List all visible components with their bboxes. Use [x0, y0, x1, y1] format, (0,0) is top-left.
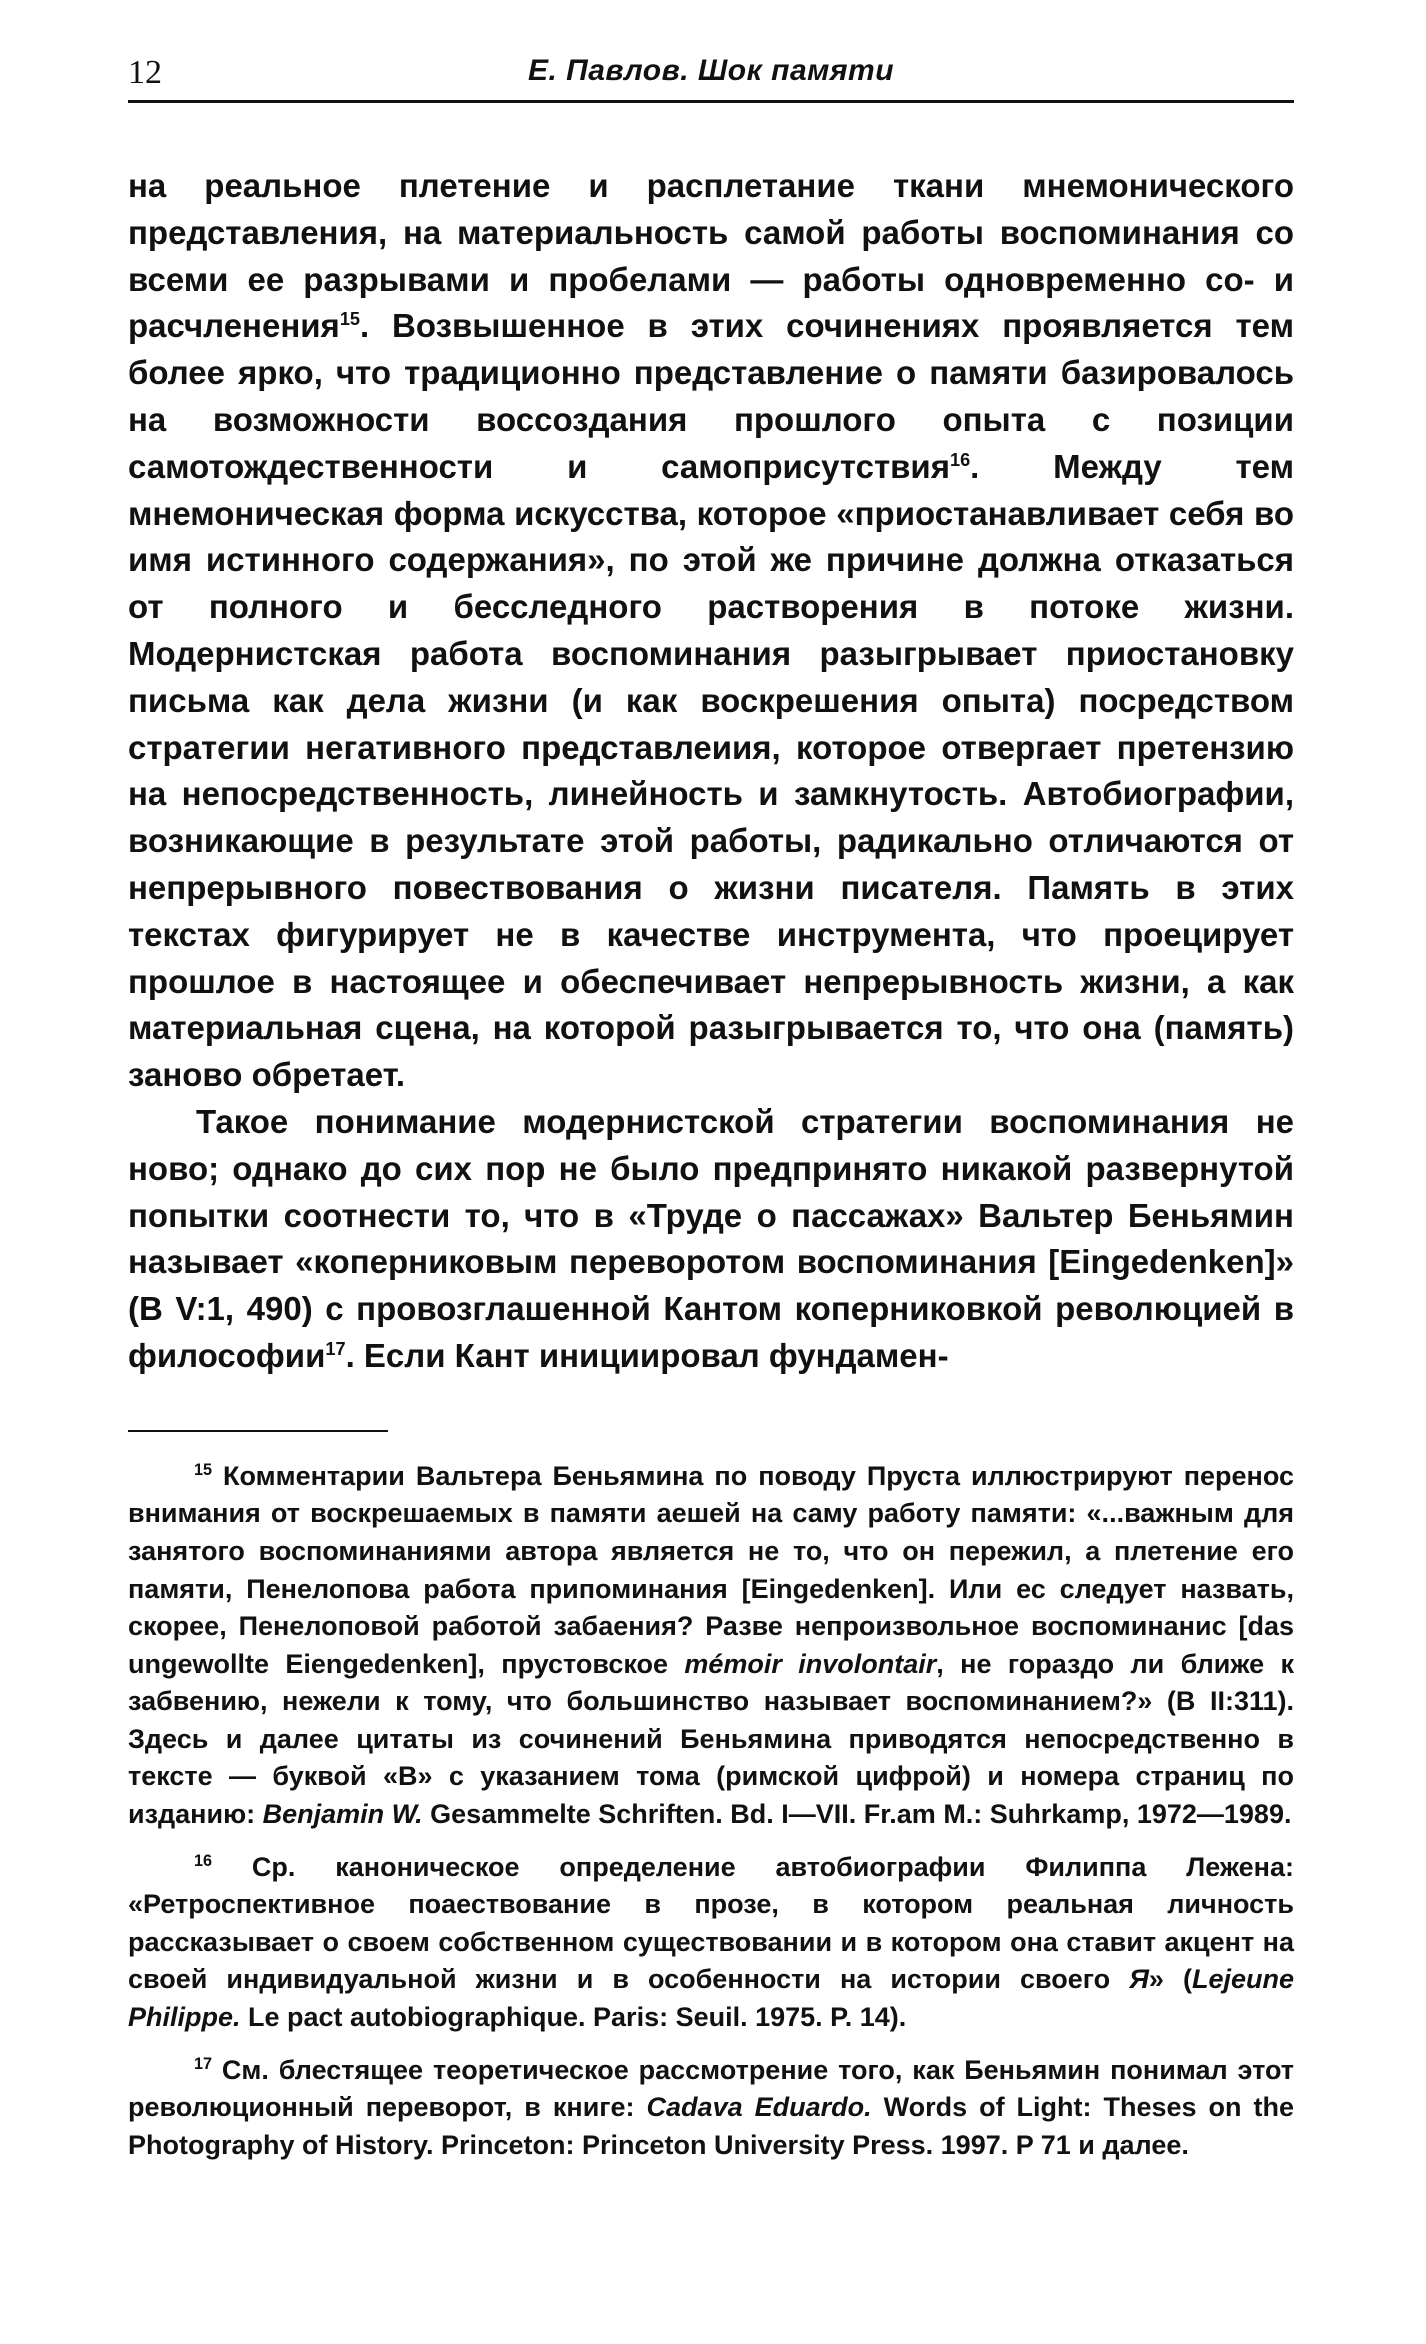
page-number: 12 [128, 54, 162, 91]
footnote-italic: Benjamin W. [262, 1799, 423, 1830]
footnote-ref[interactable]: 15 [339, 309, 360, 330]
footnote-ref[interactable]: 17 [325, 1338, 346, 1359]
footnote-text: Комментарии Вальтера Беньямина по поводу Пруста иллюстрируют перенос внимания от воскрешаемых в памяти аешей на саму работу памяти: «...важным для занятого воспоминаниями автора является не то, что он пережил, а плетение его памяти, Пенелопова работа припоминания [Eingedenken]. Или ес следует назвать, скорее, Пенелоповой работой забаения? Разве непроизвольное воспоминанис [das ungewollte Eiengedenken], прустовское [128, 1460, 1294, 1679]
footnote-text: Ср. каноническое определение автобиографии Филиппа Лежена: «Ретроспективное поаествование в прозе, в котором реальная личность рассказывает о своем собственном существовании и в котором она ставит акцент на своей индивидуальной жизни и в особенности на истории своего [128, 1851, 1294, 1995]
paragraph-text: . Если Кант инициировал фундамен- [345, 1336, 949, 1374]
footnote-number: 15 [194, 1460, 213, 1479]
main-text [128, 163, 1294, 1380]
footnote-ref[interactable]: 16 [949, 449, 971, 470]
footnote-text: Gesammelte Schriften. Bd. I—VII. Fr.am M.: Suhrkamp, 1972—1989. [422, 1799, 1292, 1830]
footnote-text: » ( [1148, 1964, 1192, 1995]
paragraph [128, 1099, 1294, 1380]
footnotes [128, 1458, 1294, 2165]
page-header [128, 52, 1294, 103]
paragraph [128, 163, 1294, 1099]
footnote [128, 2052, 1294, 2165]
footnote-italic: Lejeune Philippe. [128, 1964, 1295, 2033]
paragraph-text: . Возвышенное в этих сочинениях проявляется тем более ярко, что традиционно представление о памяти базировалось на возможности воссоздания прошлого опыта с позиции самотождественности и самоприсутствия [128, 307, 1294, 485]
running-title: Е. Павлов. Шок памяти [527, 54, 895, 87]
footnote-number: 17 [194, 2054, 213, 2073]
footnote-italic: Я [1129, 1964, 1149, 1995]
footnote-italic: Cadava Eduardo. [646, 2092, 872, 2123]
footnote-text: См. блестящее теоретическое рассмотрение того, как Беньямин понимал этот революционный переворот, в книге: [128, 2054, 1294, 2123]
footnote-text: Le pact autobiographique. Paris: Seuil. 1975. P. 14). [240, 2002, 907, 2033]
footnote [128, 1849, 1294, 2037]
footnote-number: 16 [194, 1851, 213, 1870]
paragraph-text: на реальное плетение и расплетание ткани мнемонического представления, на материальность самой работы воспоминания со всеми ее разрывами и пробелами — работы одновременно со- и расчленения [128, 167, 1294, 345]
footnote-italic: mémoir involontair [684, 1648, 937, 1679]
book-page [128, 52, 1294, 2179]
paragraph-text: Такое понимание модернистской стратегии воспоминания не ново; однако до сих пор не было предпринято никакой развернутой попытки соотнести то, что в «Труде о пассажах» Вальтер Беньямин называет «коперниковым переворотом воспоминания [Eingedenken]» (В V:1, 490) с провозглашенной Кантом коперниковкой революцией в философии [128, 1102, 1294, 1374]
footnote-text: Words of Light: Theses on the Photography of History. Princeton: Princeton University Press. 1997. P 71 и далее. [128, 2092, 1294, 2160]
footnote-text: , не гораздо ли ближе к забвению, нежели к тому, что большинство называет воспоминанием?» (В II:311). Здесь и далее цитаты из сочинений Беньямина приводятся непосредственно в тексте — буквой «В» с указанием тома (римской цифрой) и номера страниц по изданию: [128, 1648, 1294, 1830]
footnote-separator [128, 1430, 388, 1432]
footnote [128, 1458, 1294, 1834]
paragraph-text: . Между тем мнемоническая форма искусства, которое «приостанавливает себя во имя истинного содержания», по этой же причине должна отказаться от полного и бесследного растворения в потоке жизни. Модернистская работа воспоминания разыгрывает приостановку письма как дела жизни (и как воскрешения опыта) посредством стратегии негативного представлеиия, которое отвергает претензию на непосредственность, линейность и замкнутость. Автобиографии, возникающие в результате этой работы, радикально отличаются от непрерывного повествования о жизни писателя. Память в этих текстах фигурирует не в качестве инструмента, что проецирует прошлое в настоящее и обеспечивает непрерывность жизни, а как материальная сцена, на которой разыгрывается то, что она (память) заново обретает. [128, 447, 1294, 1094]
